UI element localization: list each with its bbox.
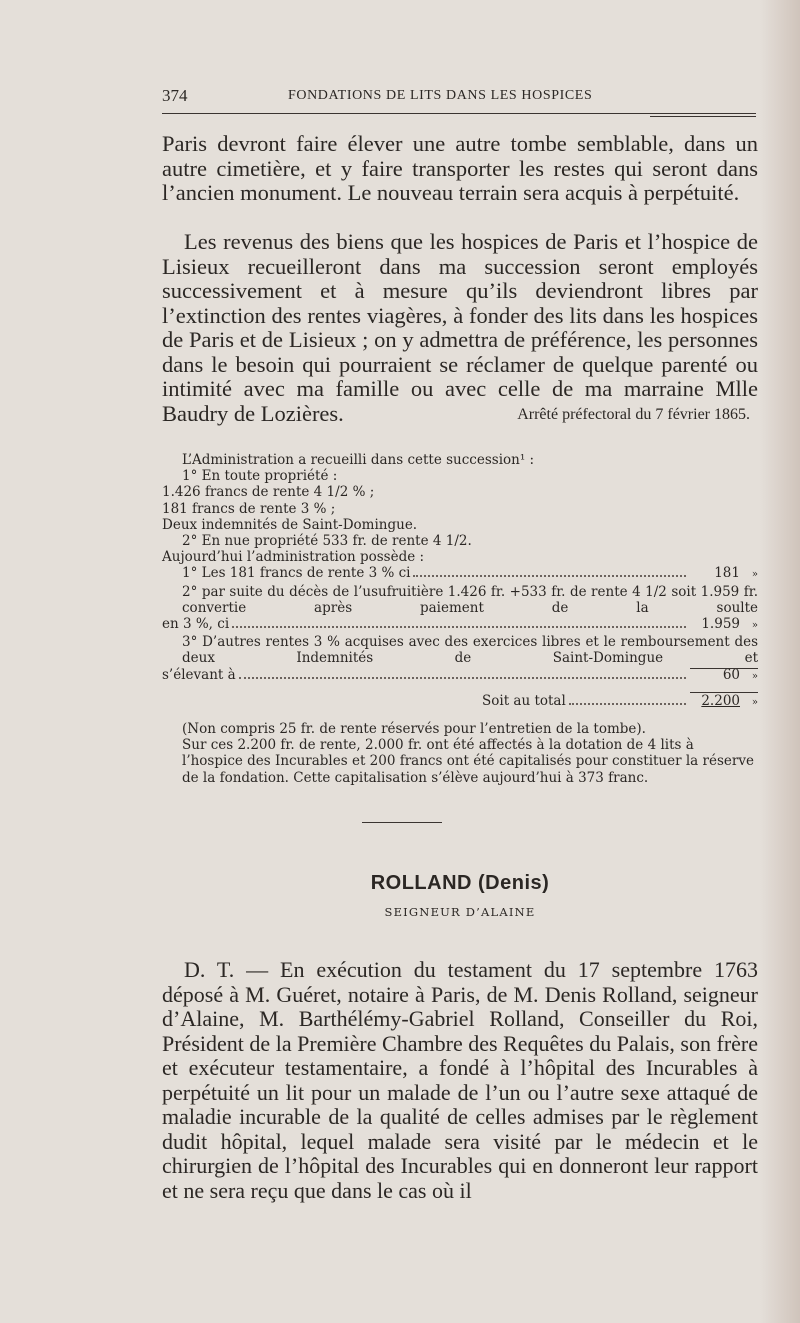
detail-line: L’Administration a recueilli dans cette succession¹ : [182,452,535,468]
dot-leader [232,626,686,628]
succession-details [162,452,758,786]
ditto-mark: » [751,569,758,581]
detail-line: Aujourd’hui l’administration possède : [162,549,425,566]
page-header [162,86,756,110]
ledger-label: s’élevant à [162,666,236,683]
entry-name: ROLLAND (Denis) [370,872,550,894]
ditto-mark: » [751,670,758,682]
dotation-paragraph: Sur ces 2.200 fr. de rente, 2.000 fr. ont été affectés à la dotation de 4 lits à l’hospice des Incurables et 200 francs ont été capitalisés pour constituer la réserve de la fondation. Cette capitalisation s’élève aujourd’hui à 373 franc. [182,737,754,786]
ledger-row-total [162,693,758,711]
detail-line: 181 francs de rente 3 % ; [162,500,336,517]
arrete-reference: Arrêté préfectoral du 7 février 1865. [517,406,750,423]
header-rule-short [650,116,756,117]
entry-paragraph: D. T. — En exécution du testament du 17 septembre 1763 déposé à M. Guéret, notaire à Paris, de M. Denis Rolland, seigneur d’Alaine, M. Barthélémy-Gabriel Rolland, Conseiller du Roi, Président de la Première Chambre des Requêtes du Palais, son frère et exécuteur testamentaire, a fondé à l’hôpital des Incurables à perpétuité un lit pour un malade de l’un ou l’autre sexe attaqué de maladie incurable de la qualité de celles admises par le règlement dudit hôpital, lequel malade sera visité par le médecin et le chirurgien de l’hôpital des Incurables qui en donneront leur rapport et ne sera reçu que dans le cas où il [162,957,758,1203]
detail-line: 2° En nue propriété 533 fr. de rente 4 1/2. [182,533,472,550]
dot-leader [413,575,686,577]
page-edge-shadow [760,0,800,1323]
ledger-label-multiline: 2° par suite du décès de l’usufruitière 1.426 fr. +533 fr. de rente 4 1/2 soit 1.959 fr. convertie après paiement de la soulte [182,583,758,616]
running-head: FONDATIONS DE LITS DANS LES HOSPICES [288,88,593,103]
ditto-mark: » [751,620,758,632]
paragraph-revenus: Les revenus des biens que les hospices de Paris et l’hospice de Lisieux recueilleront dans ma succession seront employés successivement et à mesure qu’ils deviendront libres par l’extinction des rentes viagères, à fonder des lits dans les hospices de Paris et de Lisieux ; on y admettra de préférence, les personnes dans le besoin qui pourraient se réclamer de quelque parenté ou intimité avec ma famille ou avec celle de ma marraine Mlle Baudry de Lozières. [162,229,758,426]
section-separator [362,822,442,823]
ledger-amount: 1.959 [701,616,740,633]
header-rule [162,113,756,114]
total-label: Soit au total [482,692,566,709]
ledger-label: 1° Les 181 francs de rente 3 % ci [182,565,411,582]
entry-title: SEIGNEUR D’ALAINE [384,905,536,919]
ledger-label: en 3 %, ci [162,616,230,633]
tomb-note: (Non compris 25 fr. de rente réservés pour l’entretien de la tombe). [182,721,646,738]
total-amount: 2.200 [701,692,740,709]
dot-leader [239,677,686,679]
detail-line: Deux indemnités de Saint-Domingue. [162,516,418,533]
ledger-row-item1 [162,565,758,583]
ledger-amount: 60 [722,666,740,683]
detail-line: 1° En toute propriété : [182,468,338,485]
dot-leader [569,703,686,705]
total-double-rule [690,692,758,693]
ledger-item3-text [162,634,758,666]
ledger-label-multiline: 3° D’autres rentes 3 % acquises avec des exercices libres et le remboursement des deux Indemnités de Saint-Domingue et [182,634,758,667]
ledger-amount: 181 [714,565,740,582]
paragraph-continuation: Paris devront faire élever une autre tombe semblable, dans un autre cimetière, et y faire transporter les restes qui seront dans l’ancien monument. Le nouveau terrain sera acquis à perpétuité. [162,131,758,205]
ledger-item2-text [162,584,758,616]
sum-rule [690,668,758,669]
ledger-row-item2 [162,616,758,634]
ledger-row-item3 [162,667,758,685]
page-number: 374 [162,86,188,105]
detail-line: 1.426 francs de rente 4 1/2 % ; [162,484,375,501]
ditto-mark: » [751,696,758,708]
